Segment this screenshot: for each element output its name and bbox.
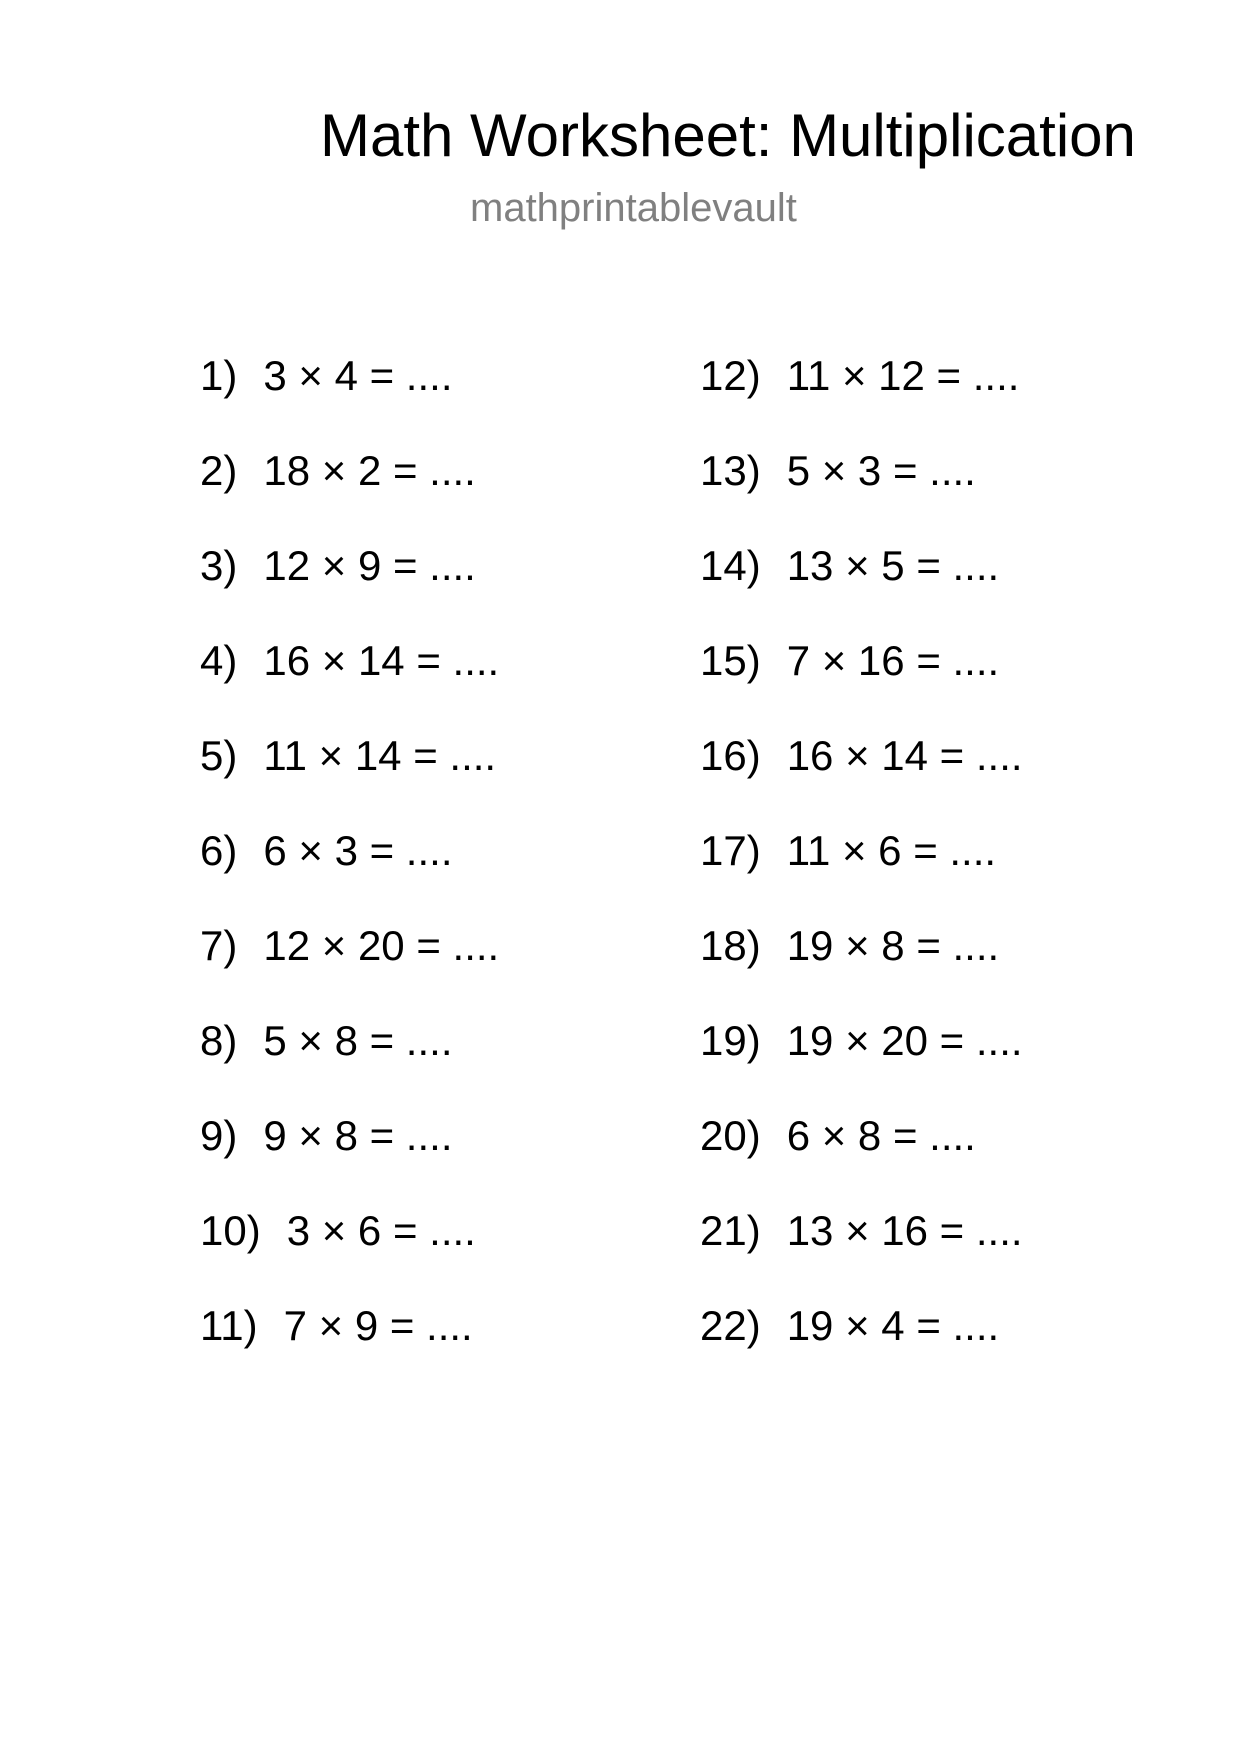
problem-number: 12) <box>700 352 761 399</box>
problem-item <box>200 346 499 441</box>
problem-expression: 5 × 8 = .... <box>263 1017 453 1064</box>
problem-number: 10) <box>200 1207 261 1254</box>
problem-item <box>200 821 499 916</box>
problem-number: 16) <box>700 732 761 779</box>
problem-expression: 11 × 14 = .... <box>263 732 497 779</box>
problem-item <box>200 1201 499 1296</box>
problem-expression: 11 × 6 = .... <box>786 827 997 874</box>
problem-item <box>200 726 499 821</box>
problem-item <box>700 726 1023 821</box>
problem-item <box>700 1106 1023 1201</box>
problem-item <box>200 536 499 631</box>
problem-expression: 5 × 3 = .... <box>786 447 976 494</box>
problem-expression: 7 × 16 = .... <box>786 637 1000 684</box>
problem-item <box>200 631 499 726</box>
problem-item <box>200 1011 499 1106</box>
problem-number: 20) <box>700 1112 761 1159</box>
problem-expression: 11 × 12 = .... <box>786 352 1020 399</box>
problem-number: 22) <box>700 1302 761 1349</box>
problem-expression: 7 × 9 = .... <box>283 1302 473 1349</box>
problem-item <box>200 441 499 536</box>
problem-number: 5) <box>200 732 238 779</box>
problem-number: 14) <box>700 542 761 589</box>
problem-expression: 19 × 8 = .... <box>786 922 1000 969</box>
problem-item <box>200 1106 499 1201</box>
problem-expression: 19 × 4 = .... <box>786 1302 1000 1349</box>
problem-number: 7) <box>200 922 238 969</box>
problem-expression: 13 × 5 = .... <box>786 542 1000 589</box>
problem-item <box>700 1011 1023 1106</box>
problem-expression: 12 × 20 = .... <box>263 922 500 969</box>
problem-number: 18) <box>700 922 761 969</box>
problem-column-left <box>200 346 499 1391</box>
problem-number: 9) <box>200 1112 238 1159</box>
problem-number: 17) <box>700 827 761 874</box>
problem-item <box>700 1201 1023 1296</box>
problem-number: 13) <box>700 447 761 494</box>
problem-item <box>700 916 1023 1011</box>
problem-expression: 9 × 8 = .... <box>263 1112 453 1159</box>
problem-number: 8) <box>200 1017 238 1064</box>
problem-item <box>700 1296 1023 1391</box>
problem-item <box>700 821 1023 916</box>
problem-expression: 3 × 4 = .... <box>263 352 453 399</box>
problem-expression: 3 × 6 = .... <box>286 1207 476 1254</box>
problem-expression: 16 × 14 = .... <box>786 732 1023 779</box>
problem-number: 11) <box>200 1302 258 1349</box>
problem-item <box>700 631 1023 726</box>
problem-item <box>700 536 1023 631</box>
problem-number: 2) <box>200 447 238 494</box>
problem-expression: 19 × 20 = .... <box>786 1017 1023 1064</box>
problem-item <box>700 441 1023 536</box>
page-subtitle: mathprintablevault <box>470 186 797 230</box>
problem-column-right <box>700 346 1023 1391</box>
problem-expression: 12 × 9 = .... <box>263 542 476 589</box>
problem-expression: 16 × 14 = .... <box>263 637 500 684</box>
problem-expression: 6 × 3 = .... <box>263 827 453 874</box>
problem-item <box>700 346 1023 441</box>
problem-item <box>200 916 499 1011</box>
problem-expression: 18 × 2 = .... <box>263 447 476 494</box>
problem-item <box>200 1296 499 1391</box>
problem-number: 6) <box>200 827 238 874</box>
problem-number: 1) <box>200 352 238 399</box>
problem-number: 4) <box>200 637 238 684</box>
problem-number: 19) <box>700 1017 761 1064</box>
problem-number: 21) <box>700 1207 761 1254</box>
page-title: Math Worksheet: Multiplication <box>320 102 1136 169</box>
problem-expression: 13 × 16 = .... <box>786 1207 1023 1254</box>
problem-number: 3) <box>200 542 238 589</box>
problem-number: 15) <box>700 637 761 684</box>
problem-expression: 6 × 8 = .... <box>786 1112 976 1159</box>
